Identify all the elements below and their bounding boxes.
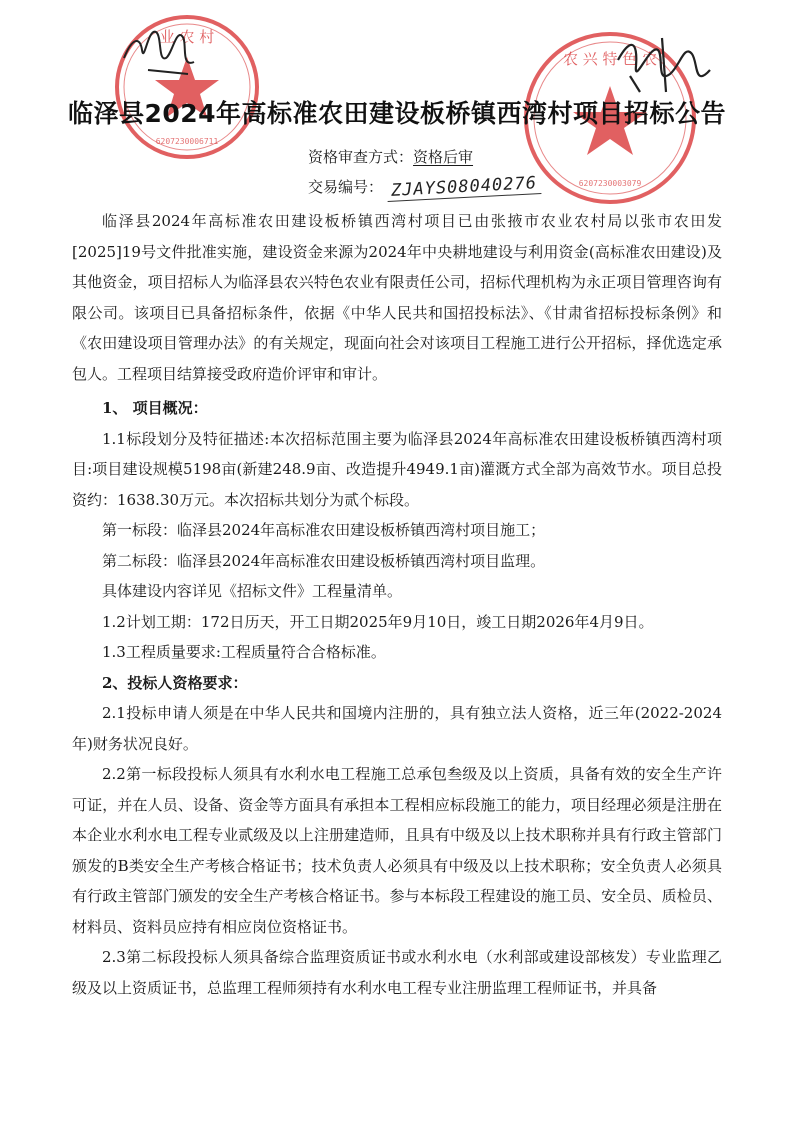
signature-right (610, 30, 720, 100)
review-method-label: 资格审查方式： (308, 148, 414, 166)
section-2-heading: 2、投标人资格要求： (102, 673, 248, 692)
trade-code (308, 173, 541, 201)
lot-1: 第一标段：临泽县2024年高标准农田建设板桥镇西湾村项目施工； (102, 521, 546, 539)
trade-code-label: 交易编号： (308, 178, 384, 196)
svg-text:6207230003079: 6207230003079 (578, 179, 642, 188)
document-body (72, 206, 722, 1003)
lot-2: 第二标段：临泽县2024年高标准农田建设板桥镇西湾村项目监理。 (102, 551, 546, 570)
section-1-2: 1.2计划工期：172日历天，开工日期2025年9月10日，竣工日期2026年4月9日。 (102, 612, 654, 631)
intro-paragraph: 临泽县2024年高标准农田建设板桥镇西湾村项目已由张掖市农业农村局以张市农田发[2025]19号文件批准实施，建设资金来源为2024年中央耕地建设与利用资金(高标准农田建设)及其他资金，项目招标人为临泽县农兴特色农业有限责任公司，招标代理机构为永正项目管理咨询有限公司。该项目已具备招标条件，依据《中华人民共和国招投标法》、《甘肃省招标投标条例》和《农田建设项目管理办法》的有关规定，现面向社会对该项目工程施工进行公开招标，择优选定承包人。工程项目结算接受政府造价评审和审计。 (72, 212, 722, 383)
page-title: 临泽县2024年高标准农田建设板桥镇西湾村项目招标公告 (67, 99, 727, 128)
section-1-3: 1.3工程质量要求:工程质量符合合格标准。 (102, 643, 386, 661)
svg-text:业 农 村: 业 农 村 (159, 28, 215, 46)
trade-code-value: ZJAYS08040276 (387, 173, 542, 202)
section-1-heading: 1、 项目概况： (102, 399, 208, 417)
section-2-2: 2.2第一标段投标人须具有水利水电工程施工总承包叁级及以上资质，具备有效的安全生产许可证，并在人员、设备、资金等方面具有承担本工程相应标段施工的能力，项目经理必须是注册在本企业水利水电工程专业贰级及以上注册建造师，且具有中级及以上技术职称并具有行政主管部门颁发的B类安全生产考核合格证书；技术负责人必须具有中级及以上技术职称；安全负责人必须具有行政主管部门颁发的安全生产考核合格证书。参与本标段工程建设的施工员、安全员、质检员、材料员、资料员应持有相应岗位资格证书。 (72, 765, 722, 936)
svg-text:农 兴 特 色 农: 农 兴 特 色 农 (562, 50, 658, 68)
detail-note: 具体建设内容详见《招标文件》工程量清单。 (102, 582, 403, 600)
section-1-1: 1.1标段划分及特征描述:本次招标范围主要为临泽县2024年高标准农田建设板桥镇西湾村项目:项目建设规模5198亩(新建248.9亩、改造提升4949.1亩)灌溉方式全部为高效节水。项目总投资约：1638.30万元。本次招标共划分为贰个标段。 (72, 429, 722, 509)
review-method-value: 资格后审 (413, 148, 474, 166)
review-method (308, 146, 473, 167)
signature-left (118, 18, 208, 88)
svg-text:6207230006711: 6207230006711 (155, 137, 219, 146)
section-2-1: 2.1投标申请人须是在中华人民共和国境内注册的，具有独立法人资格，近三年(2022-2024年)财务状况良好。 (72, 704, 722, 753)
section-2-3: 2.3第二标段投标人须具备综合监理资质证书或水利水电（水利部或建设部核发）专业监理乙级及以上资质证书，总监理工程师须持有水利水电工程专业注册监理工程师证书，并具备 (72, 948, 722, 997)
